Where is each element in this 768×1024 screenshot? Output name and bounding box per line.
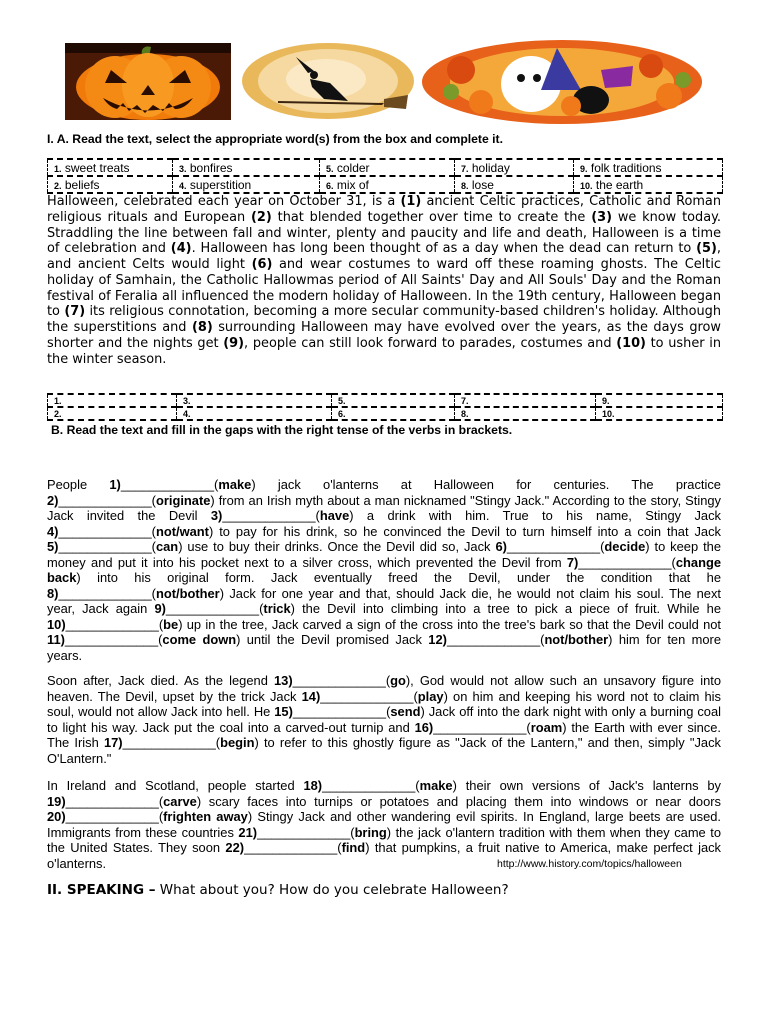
word-box-cell (48, 176, 173, 193)
verb-or-number: find (341, 840, 366, 855)
text-segment: ) Jack for one year and that, should Jack die, he would not claim his soul. The next year, Jack again (47, 585, 721, 616)
verb-or-number: 20) (47, 809, 66, 824)
gap-marker: (4) (170, 241, 192, 257)
speaking-question: What about you? How do you celebrate Halloween? (155, 882, 509, 898)
verb-or-number: 3) (210, 508, 223, 523)
verb-or-number: trick (263, 601, 291, 616)
text-segment: ) to pay for his drink, so he convinced the Devil to turn himself into a coin that Jack (208, 523, 721, 539)
section-a-heading: I. A. Read the text, select the appropriate word(s) from the box and complete it. (47, 132, 503, 146)
verb-or-number: 8) (47, 585, 59, 601)
gap-marker: (6) (251, 257, 273, 272)
text-segment: ) jack o'lanterns at Halloween for centuries. The practice (251, 477, 721, 492)
text-segment: _____________( (320, 688, 418, 704)
verb-or-number: begin (220, 735, 255, 750)
gap-marker: (8) (191, 320, 213, 335)
verb-or-number: make (218, 477, 252, 492)
word-number: 5. (326, 163, 334, 174)
text-segment: _____________( (446, 632, 545, 647)
pumpkin-image (65, 43, 231, 120)
text-segment: _____________( (292, 673, 391, 688)
verb-or-number: not/bother (155, 585, 220, 601)
word-box-cell (320, 159, 455, 176)
text-segment: ) the Devil into climbing into a tree to pick a piece of fruit. While he (290, 601, 721, 616)
text-segment: _____________( (65, 793, 164, 809)
verb-or-number: play (417, 688, 444, 704)
verb-or-number: 10) (47, 616, 66, 632)
word-option: superstition (189, 177, 252, 192)
text-segment: _____________( (244, 840, 342, 855)
verb-or-number: 18) (303, 778, 323, 793)
verb-or-number: send (390, 704, 421, 719)
word-number: 8. (461, 180, 469, 191)
text-segment: _____________( (58, 523, 156, 539)
word-number: 10. (580, 180, 593, 191)
text-segment: ) from an Irish myth about a man nicknamed "Stingy Jack." According to the story, Stingy Jack invited the Devil (47, 492, 721, 523)
text-segment: ) to refer to this ghostly figure as "Jack of the Lantern," and then, simply "Jack O'Lantern." (47, 735, 721, 766)
word-box-row (48, 159, 723, 176)
text-segment: ) the jack o'lantern tradition with them when they came to the United States. They soon (47, 824, 721, 855)
verb-or-number: 4) (47, 523, 59, 539)
text-segment: . Halloween has long been thought of as a day when the dead can return to (191, 241, 697, 257)
verb-or-number: 7) (566, 554, 579, 570)
verb-or-number: 13) (273, 673, 293, 688)
text-segment: , and ancient Celts would light (47, 241, 721, 272)
text-segment: _____________( (165, 601, 264, 616)
verb-or-number: frighten away (163, 809, 248, 824)
text-segment: ) use to buy their drinks. Once the Devil did so, Jack (178, 539, 496, 554)
verb-or-number: not/want (155, 523, 209, 539)
gap-marker: (9) (223, 335, 245, 351)
text-segment: People (47, 477, 110, 492)
answer-cell[interactable]: 8. (455, 407, 596, 420)
verb-or-number: be (163, 616, 179, 632)
word-option: bonfires (189, 160, 233, 175)
cloze-text-a (47, 194, 721, 367)
source-link[interactable]: http://www.history.com/topics/halloween (497, 858, 682, 870)
text-segment: In Ireland and Scotland, people started (47, 778, 304, 793)
verb-or-number: 15) (274, 704, 293, 719)
word-number: 2. (54, 180, 62, 191)
text-segment: _____________( (578, 554, 676, 570)
verb-or-number: not/bother (544, 632, 609, 647)
text-segment: _____________( (506, 539, 605, 554)
text-segment: we know today. Straddling the line between fall and winter, plenty and paucity and life and death, Halloween is a time of celebration and (47, 209, 721, 257)
text-segment: ) until the Devil promised Jack (236, 632, 429, 647)
word-option: folk traditions (590, 160, 662, 175)
gap-marker: (5) (696, 241, 717, 257)
text-segment: ancient Celtic practices, Catholic and Roman religious rituals and European (47, 194, 721, 225)
text-segment: _____________( (58, 539, 156, 554)
text-segment: _____________( (120, 477, 219, 492)
text-segment: ) the Earth with ever since. The Irish (47, 719, 722, 750)
text-segment: ) Stingy Jack and other wandering evil spirits. In England, large beets are used. Immigrants from these countries (47, 809, 721, 840)
gap-marker: (2) (251, 209, 272, 225)
answer-cell[interactable]: 10. (596, 407, 723, 420)
text-segment: _____________( (58, 585, 156, 601)
verb-or-number: make (419, 778, 453, 793)
gap-fill-paragraph (47, 477, 721, 663)
answer-cell[interactable]: 3. (177, 394, 332, 407)
text-segment: ) into his original form. Jack eventually freed the Devil, under the condition that he (76, 570, 721, 585)
word-option: the earth (595, 177, 644, 192)
text-segment: _____________( (58, 492, 156, 508)
verb-or-number: carve (163, 793, 197, 809)
text-segment: ) that pumpkins, a fruit native to America, make perfect jack o'lanterns. (47, 840, 721, 871)
verb-or-number: bring (354, 824, 387, 840)
word-box-cell (455, 176, 574, 193)
text-segment: _____________( (292, 704, 391, 719)
text-segment: ) up in the tree, Jack carved a sign of the cross into the tree's bark so that the Devil could not (178, 616, 721, 632)
gap-marker: (10) (616, 335, 646, 351)
text-segment: _____________( (65, 809, 164, 824)
verb-or-number: originate (155, 492, 211, 508)
text-segment: ), God would not allow such an unsavory figure into heaven. The Devil, upset by the trick Jack (47, 673, 721, 704)
verb-or-number: 6) (495, 539, 507, 554)
text-segment: ) him for ten more years. (47, 632, 721, 663)
word-box-cell (574, 176, 723, 193)
text-segment: _____________( (257, 824, 355, 840)
word-box-cell (574, 159, 723, 176)
word-box-cell (173, 176, 320, 193)
word-box-cell (173, 159, 320, 176)
gap-marker: (1) (400, 194, 422, 209)
text-segment: _____________( (433, 719, 531, 735)
text-segment: that blended together over time to create the (271, 209, 592, 225)
text-segment: _____________( (65, 616, 164, 632)
gap-fill-paragraph (47, 673, 721, 766)
answer-cell[interactable]: 7. (455, 394, 596, 407)
speaking-label: II. SPEAKING – (47, 882, 156, 898)
gap-marker: (3) (591, 209, 612, 225)
word-option: beliefs (64, 177, 100, 192)
ghost-pumpkins-image (421, 40, 704, 124)
text-segment: and wear costumes to ward off these roaming ghosts. The Celtic holiday of Samhain, the Catholic Hallowmas period of All Saints' Day and All Souls' Day and the Roman festival of Feralia all influenced the modern holiday of Halloween. In the 19th century, Halloween began to (47, 257, 721, 320)
witch-moon-image (238, 43, 414, 120)
text-segment: surrounding Halloween may have evolved over the years, as the days grow shorter and the nights get (47, 320, 721, 351)
text-segment: , people can still look forward to parades, costumes and (244, 335, 617, 351)
word-number: 6. (326, 180, 334, 191)
word-option: colder (336, 160, 370, 175)
answer-box-row (48, 407, 723, 420)
word-number: 9. (580, 163, 588, 174)
word-number: 7. (461, 163, 469, 174)
text-segment: ) on him and keeping his word not to claim his soul, would not allow Jack into hell. He (47, 688, 721, 719)
verb-or-number: go (390, 673, 406, 688)
verb-or-number: can (155, 539, 179, 554)
answer-box-row (48, 394, 723, 407)
verb-or-number: 12) (428, 632, 447, 647)
verb-or-number: 1) (109, 477, 121, 492)
text-segment: Soon after, Jack died. As the legend (47, 673, 274, 688)
text-segment: ) a drink with him. True to his name, Stingy Jack (349, 508, 721, 523)
text-segment: _____________( (64, 632, 163, 647)
text-segment: _____________( (322, 778, 420, 793)
answer-cell[interactable]: 2. (48, 407, 177, 420)
text-segment: Halloween, celebrated each year on October 31, is a (47, 194, 401, 209)
word-option: holiday (471, 160, 510, 175)
verb-or-number: 11) (47, 632, 65, 647)
verb-or-number: 17) (103, 735, 123, 750)
answer-cell[interactable]: 4. (177, 407, 332, 420)
answer-box (47, 393, 723, 421)
answer-cell[interactable]: 1. (48, 394, 177, 407)
verb-or-number: 22) (225, 840, 245, 855)
verb-or-number: 19) (47, 793, 66, 809)
word-box (47, 158, 723, 194)
answer-cell[interactable]: 6. (332, 407, 455, 420)
verb-or-number: come down (162, 632, 237, 647)
word-number: 1. (54, 163, 62, 174)
text-segment: ) Jack off into the dark night with only a burning coal to light his way. Jack put the coal into a carved-out turnip and (47, 704, 721, 735)
verb-or-number: change back (47, 554, 721, 585)
verb-or-number: 5) (47, 539, 59, 554)
verb-or-number: 21) (238, 824, 258, 840)
word-option: mix of (336, 177, 369, 192)
section-b-heading: B. Read the text and fill in the gaps with the right tense of the verbs in brackets. (51, 423, 513, 437)
speaking-prompt (47, 882, 509, 898)
verb-or-number: decide (604, 539, 646, 554)
word-option: lose (471, 177, 494, 192)
word-box-cell (320, 176, 455, 193)
word-number: 3. (179, 163, 187, 174)
verb-or-number: 9) (154, 601, 166, 616)
verb-or-number: 14) (301, 688, 321, 704)
text-segment: _____________( (122, 735, 221, 750)
verb-or-number: have (319, 508, 350, 523)
text-segment: ) scary faces into turnips or potatoes and placing them into windows or near doors (196, 793, 721, 809)
text-segment: to usher in the winter season. (47, 335, 721, 367)
verb-or-number: roam (530, 719, 563, 735)
text-segment: its religious connotation, becoming a more secular community-based children's holiday. Although the superstitions and (47, 304, 721, 335)
text-segment: _____________( (222, 508, 320, 523)
answer-cell[interactable]: 5. (332, 394, 455, 407)
answer-cell[interactable]: 9. (596, 394, 723, 407)
word-option: sweet treats (64, 160, 130, 175)
word-box-cell (455, 159, 574, 176)
verb-or-number: 16) (414, 719, 434, 735)
word-box-row (48, 176, 723, 193)
word-box-cell (48, 159, 173, 176)
word-number: 4. (179, 180, 187, 191)
gap-marker: (7) (64, 304, 86, 320)
verb-or-number: 2) (47, 492, 59, 508)
text-segment: ) to keep the money and put it into his pocket next to a silver cross, which prevented the Devil from (47, 539, 721, 570)
text-segment: ) their own versions of Jack's lanterns by (452, 778, 721, 793)
